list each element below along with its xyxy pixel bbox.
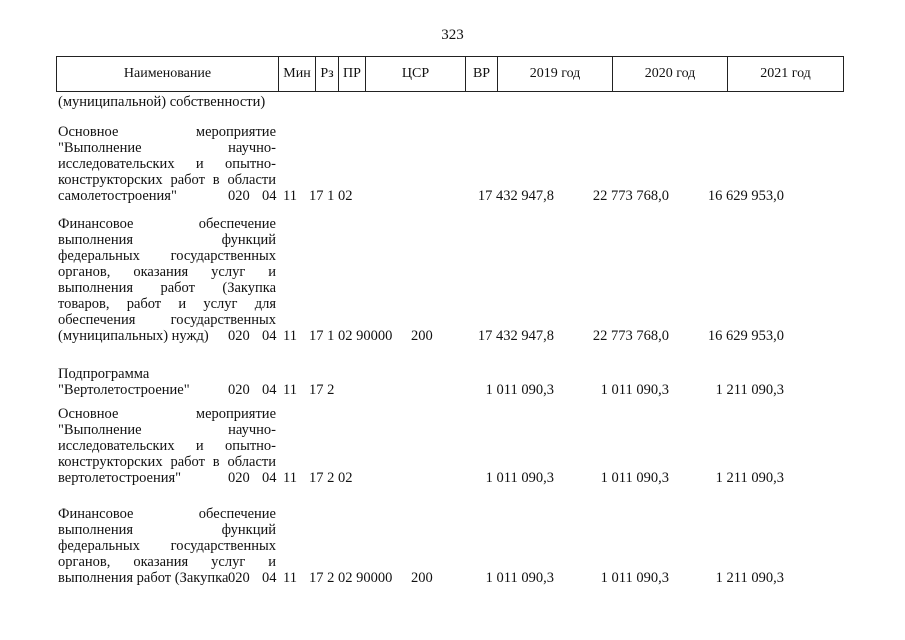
cell-y2019: 17 432 947,8 — [477, 328, 554, 344]
row-name-line: органов, оказания услуг и — [58, 554, 276, 570]
cell-csr: 17 1 02 — [309, 188, 353, 204]
cell-y2021: 16 629 953,0 — [707, 328, 784, 344]
cell-rz: 04 — [262, 470, 277, 486]
cell-y2020: 22 773 768,0 — [592, 328, 669, 344]
row-name-line: "Выполнение научно- — [58, 422, 276, 438]
row-name-line: выполнения функций — [58, 522, 276, 538]
header-name: Наименование — [57, 57, 279, 91]
cell-pr: 11 — [283, 382, 297, 398]
cell-min: 020 — [228, 188, 250, 204]
header-pr: ПР — [339, 57, 366, 91]
row-name-line: самолетостроения" — [58, 188, 177, 204]
cell-rz: 04 — [262, 328, 277, 344]
cell-csr: 17 1 02 90000 — [309, 328, 393, 344]
cell-vr: 200 — [411, 328, 433, 344]
cell-y2021: 1 211 090,3 — [715, 382, 784, 398]
cell-vr: 200 — [411, 570, 433, 586]
cell-y2019: 1 011 090,3 — [485, 470, 554, 486]
row-name-line: Основное мероприятие — [58, 124, 276, 140]
cell-rz: 04 — [262, 570, 277, 586]
row-name-line: конструкторских работ в области — [58, 454, 276, 470]
cell-y2019: 1 011 090,3 — [485, 570, 554, 586]
row-name-line: "Вертолетостроение" — [58, 382, 190, 398]
row-name-line: федеральных государственных — [58, 538, 276, 554]
row-name — [58, 216, 276, 344]
cell-y2019: 17 432 947,8 — [477, 188, 554, 204]
row-name-line: Финансовое обеспечение — [58, 216, 276, 232]
row-name-line: Основное мероприятие — [58, 406, 276, 422]
row-name-line: федеральных государственных — [58, 248, 276, 264]
row-name-line: исследовательских и опытно- — [58, 438, 276, 454]
continuation-text: (муниципальной) собственности) — [58, 94, 266, 110]
header-min: Мин — [279, 57, 316, 91]
page-number: 323 — [441, 27, 464, 43]
cell-y2021: 1 211 090,3 — [715, 570, 784, 586]
header-2020: 2020 год — [613, 57, 728, 91]
row-name-line: (муниципальных) нужд) — [58, 328, 209, 344]
cell-pr: 11 — [283, 570, 297, 586]
cell-y2020: 1 011 090,3 — [600, 570, 669, 586]
cell-pr: 11 — [283, 470, 297, 486]
cell-y2021: 16 629 953,0 — [707, 188, 784, 204]
table-row — [58, 406, 848, 486]
header-2019: 2019 год — [498, 57, 613, 91]
cell-y2020: 1 011 090,3 — [600, 470, 669, 486]
cell-csr: 17 2 02 90000 — [309, 570, 393, 586]
header-csr: ЦСР — [366, 57, 466, 91]
cell-min: 020 — [228, 470, 250, 486]
row-name-line: выполнения функций — [58, 232, 276, 248]
cell-y2020: 22 773 768,0 — [592, 188, 669, 204]
cell-rz: 04 — [262, 382, 277, 398]
cell-y2020: 1 011 090,3 — [600, 382, 669, 398]
table-row — [58, 366, 848, 398]
row-name-line: товаров, работ и услуг для — [58, 296, 276, 312]
row-name-line: выполнения работ (Закупка — [58, 280, 276, 296]
row-name-line: "Выполнение научно- — [58, 140, 276, 156]
table-row — [58, 124, 848, 204]
header-2021: 2021 год — [760, 66, 811, 81]
header-rz: Рз — [316, 57, 339, 91]
row-name-line: Финансовое обеспечение — [58, 506, 276, 522]
row-name-line: конструкторских работ в области — [58, 172, 276, 188]
table-row — [58, 216, 848, 344]
cell-csr: 17 2 — [309, 382, 335, 398]
table-row — [58, 506, 848, 586]
cell-y2019: 1 011 090,3 — [485, 382, 554, 398]
row-name-line: органов, оказания услуг и — [58, 264, 276, 280]
header-vr: ВР — [466, 57, 498, 91]
cell-rz: 04 — [262, 188, 277, 204]
cell-min: 020 — [228, 382, 250, 398]
row-name-line: выполнения работ (Закупка — [58, 570, 229, 586]
cell-min: 020 — [228, 328, 250, 344]
row-name-line: исследовательских и опытно- — [58, 156, 276, 172]
row-name-line: вертолетостроения" — [58, 470, 182, 486]
cell-y2021: 1 211 090,3 — [715, 470, 784, 486]
row-name-line: обеспечения государственных — [58, 312, 276, 328]
cell-csr: 17 2 02 — [309, 470, 353, 486]
cell-pr: 11 — [283, 328, 297, 344]
row-name-line: Подпрограмма — [58, 366, 150, 382]
cell-pr: 11 — [283, 188, 297, 204]
cell-min: 020 — [228, 570, 250, 586]
table-header — [56, 56, 844, 92]
